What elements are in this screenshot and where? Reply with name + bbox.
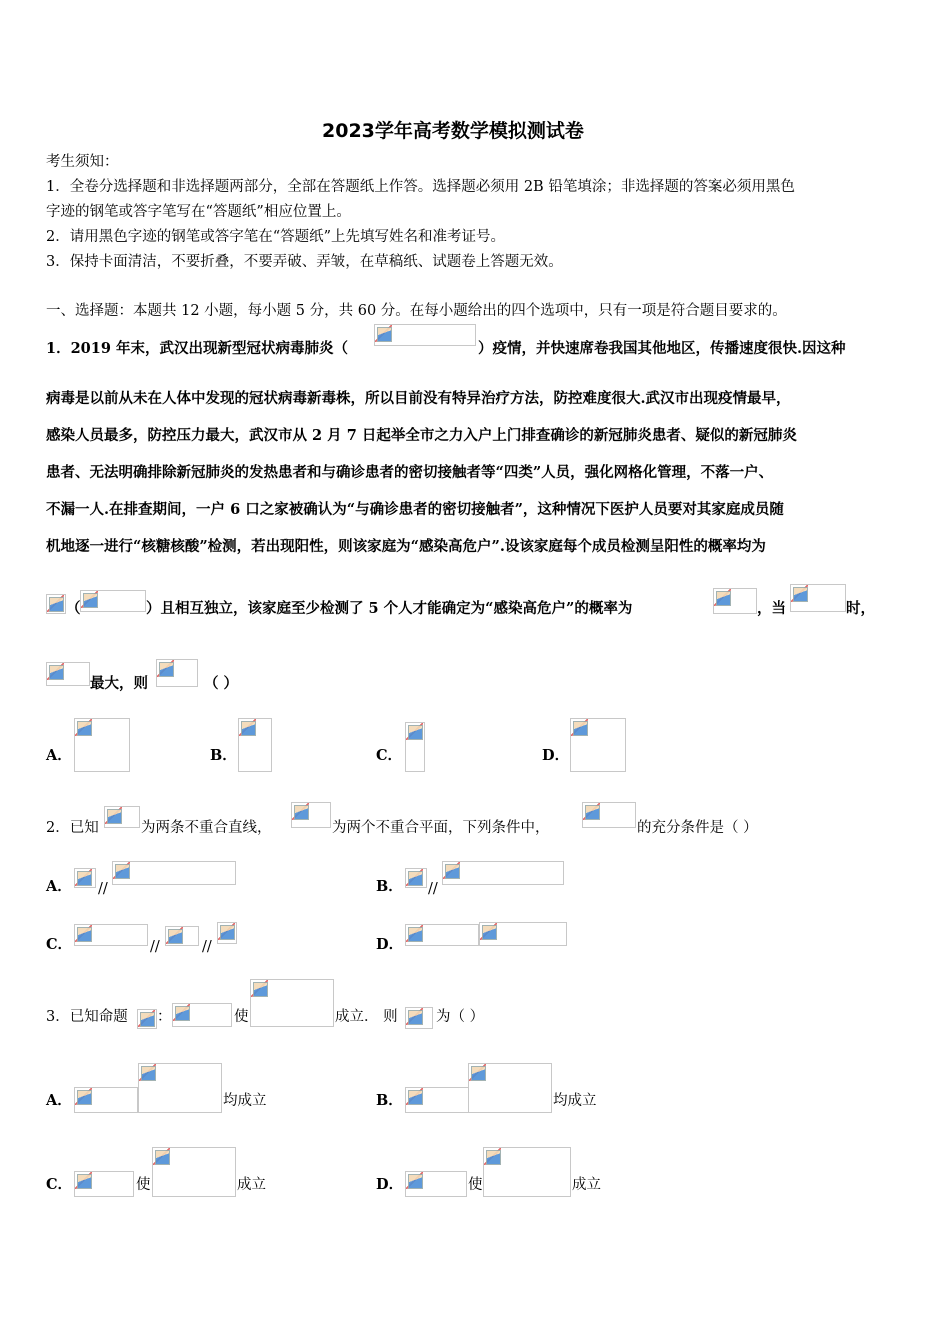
formula-image [46,662,90,686]
q3-option-d-text: 成立 [572,1177,601,1193]
formula-image[interactable] [405,868,427,888]
formula-image[interactable] [112,861,236,885]
q1-line-4: 患者、无法明确排除新冠肺炎的发热患者和与确诊患者的密切接触者等“四类”人员，强化网格化管理，不落一户、 [46,464,774,481]
notice-heading: 考生须知： [46,154,119,170]
formula-image [713,588,757,614]
formula-image[interactable] [165,926,199,946]
parallel-symbol: // [98,881,108,897]
option-d-image[interactable] [570,718,626,772]
formula-image [46,594,66,614]
q1-option-b-label[interactable]: B． [210,747,237,764]
q2-text-b: 为两条不重合直线， [141,820,272,836]
q1-line-7c: ，当 [757,600,786,617]
q2-option-d-label[interactable]: D． [376,936,404,953]
notice-item-1-line-1: 1．全卷分选择题和非选择题两部分，全部在答题纸上作答。选择题必须用 2B 铅笔填涂；非选择题的答案必须用黑色 [46,179,795,195]
page-title: 2023学年高考数学模拟测试卷 [322,120,584,142]
formula-image[interactable] [217,922,237,944]
formula-image [582,802,636,828]
formula-image[interactable] [74,868,96,888]
q3-shi: 使 [234,1009,249,1025]
section-heading: 一、选择题：本题共 12 小题，每小题 5 分，共 60 分。在每小题给出的四个选项中，只有一项是符合题目要求的。 [46,303,787,319]
formula-image[interactable] [405,1171,467,1197]
option-c-image[interactable] [405,722,425,772]
q3-option-b-text: 均成立 [553,1093,597,1109]
formula-image[interactable] [468,1063,552,1113]
option-a-image[interactable] [74,718,130,772]
q1-line-3: 感染人员最多，防控压力最大，武汉市从 2 月 7 日起举全市之力入户上门排查确诊的新冠肺炎患者、疑似的新冠肺炎 [46,427,797,444]
q2-option-c-label[interactable]: C． [46,936,73,953]
q1-line-1b: ）疫情，并快速席卷我国其他地区，传播速度很快.因这种 [478,340,846,357]
option-b-image[interactable] [238,718,272,772]
q2-option-a-label[interactable]: A． [46,878,72,895]
q3-option-a-text: 均成立 [223,1093,267,1109]
q1-line-7a: （ [66,600,81,617]
formula-image[interactable] [138,1063,222,1113]
q1-line-8b: （ ） [204,675,239,692]
q1-line-7d: 时， [846,600,875,617]
q1-line-2: 病毒是以前从未在人体中发现的冠状病毒新毒株，所以目前没有特异治疗方法，防控难度很大.武汉市出现疫情最早， [46,390,791,407]
q1-line-1a: 1．2019 年末，武汉出现新型冠状病毒肺炎（ [46,340,348,357]
parallel-symbol: // [428,881,438,897]
formula-image[interactable] [442,861,564,885]
notice-item-1-line-2: 字迹的钢笔或答字笔写在“答题纸”相应位置上。 [46,204,351,220]
formula-image [374,324,476,346]
q2-text-a: 2．已知 [46,820,99,836]
formula-image [104,806,140,828]
q1-line-6: 机地逐一进行“核糖核酸”检测，若出现阳性，则该家庭为“感染高危户”.设该家庭每个成员检测呈阳性的概率均为 [46,538,766,555]
formula-image[interactable] [152,1147,236,1197]
q1-option-a-label[interactable]: A． [46,747,72,764]
formula-image[interactable] [74,924,148,946]
q2-option-b-label[interactable]: B． [376,878,403,895]
q1-line-8a: 最大，则 [90,675,148,692]
notice-item-2: 2．请用黑色字迹的钢笔或答字笔在“答题纸”上先填写姓名和准考证号。 [46,229,506,245]
formula-image[interactable] [74,1171,134,1197]
formula-image [790,584,846,612]
q3-wei: 为（ ） [436,1009,485,1025]
formula-image [291,802,331,828]
q3-colon: ： [157,1009,172,1025]
formula-image [80,590,146,612]
formula-image [405,1007,433,1029]
notice-item-3: 3．保持卡面清洁，不要折叠，不要弄破、弄皱，在草稿纸、试题卷上答题无效。 [46,254,563,270]
q3-option-c-shi: 使 [136,1177,151,1193]
q3-option-a-label[interactable]: A． [46,1092,72,1109]
q3-option-c-text: 成立 [237,1177,266,1193]
formula-image [156,659,198,687]
formula-image [250,979,334,1027]
q3-option-b-label[interactable]: B． [376,1092,403,1109]
q3-text-a: 3．已知命题 [46,1009,128,1025]
q2-text-c: 为两个不重合平面，下列条件中， [332,820,550,836]
formula-image[interactable] [74,1087,138,1113]
formula-image [137,1009,157,1029]
formula-image[interactable] [479,922,567,946]
q1-option-c-label[interactable]: C． [376,747,403,764]
q2-text-d: 的充分条件是（ ） [637,820,758,836]
parallel-symbol: // [202,939,212,955]
q1-option-d-label[interactable]: D． [542,747,570,764]
q1-line-7b: ）且相互独立，该家庭至少检测了 5 个人才能确定为“感染高危户”的概率为 [146,600,633,617]
parallel-symbol: // [150,939,160,955]
formula-image[interactable] [405,1087,469,1113]
formula-image [172,1003,232,1027]
formula-image[interactable] [483,1147,571,1197]
q3-option-c-label[interactable]: C． [46,1176,73,1193]
q3-option-d-label[interactable]: D． [376,1176,404,1193]
q3-chengli: 成立． 则 [335,1009,398,1025]
q3-option-d-shi: 使 [468,1177,483,1193]
formula-image[interactable] [405,924,479,946]
q1-line-5: 不漏一人.在排查期间，一户 6 口之家被确认为“与确诊患者的密切接触者”，这种情况下医护人员要对其家庭成员随 [46,501,784,518]
